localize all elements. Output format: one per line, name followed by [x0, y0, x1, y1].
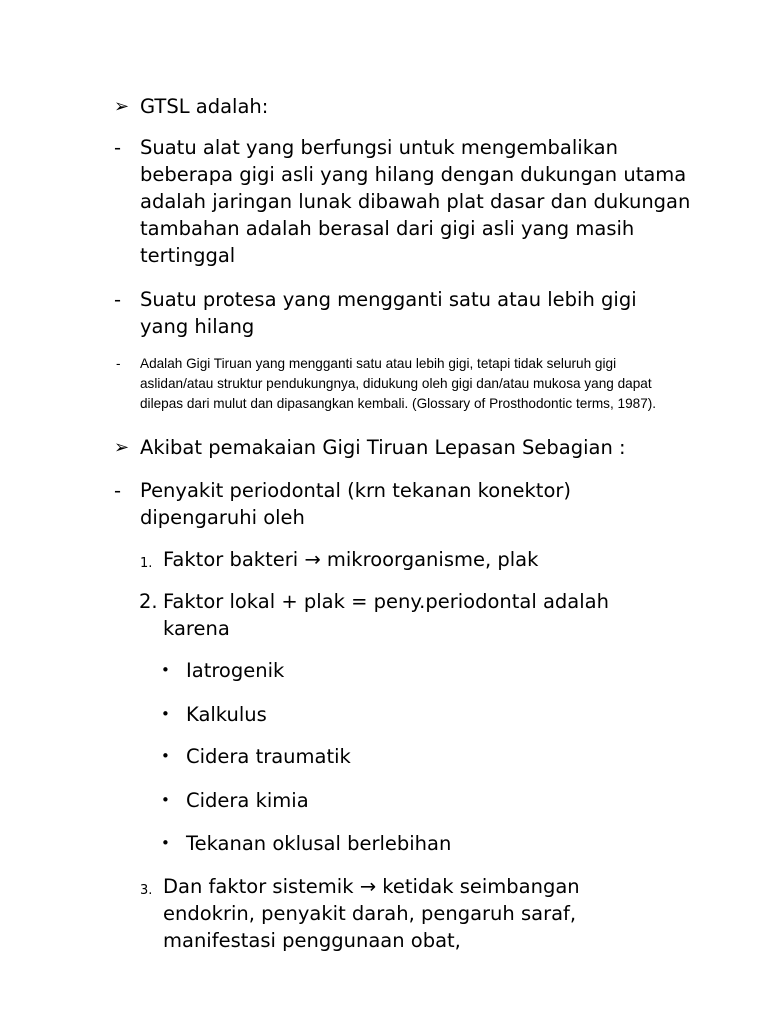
- dash-marker: -: [114, 288, 122, 311]
- bullet-dot-icon: •: [161, 747, 170, 765]
- bullet-text: Kalkulus: [186, 703, 267, 726]
- list-item-text: Suatu alat yang berfungsi untuk mengembalikan beberapa gigi asli yang hilang dengan dukungan utama adalah jaringan lunak dibawah plat dasar dan dukungan tambahan adalah berasal dari gigi asli yang masih tertinggal: [140, 136, 691, 267]
- list-item-text: Suatu protesa yang mengganti satu atau lebih gigi yang hilang: [140, 288, 637, 338]
- arrow-bullet-icon: ➢: [114, 96, 130, 117]
- item-number: 1.: [140, 556, 153, 571]
- arrow-bullet-icon: ➢: [114, 437, 130, 458]
- dash-marker: -: [114, 479, 122, 502]
- dash-marker: -: [114, 136, 122, 159]
- bullet-dot-icon: •: [161, 791, 170, 809]
- bullet-text: Tekanan oklusal berlebihan: [186, 832, 452, 855]
- item-number: 3.: [140, 883, 153, 898]
- heading-text: GTSL adalah:: [140, 95, 269, 118]
- bullet-text: Cidera traumatik: [186, 745, 351, 768]
- bullet-dot-icon: •: [161, 834, 170, 852]
- definition-text: Adalah Gigi Tiruan yang mengganti satu atau lebih gigi, tetapi tidak seluruh gigi aslidan/atau struktur pendukungnya, didukung oleh gigi dan/atau mukosa yang dapat dilepas dari mulut dan dipasangkan kembali. (Glossary of Prosthodontic terms, 1987).: [140, 356, 657, 411]
- item-number: 2.: [139, 590, 158, 613]
- list-item-text: Penyakit periodontal (krn tekanan konektor) dipengaruhi oleh: [140, 479, 571, 529]
- numbered-item-text: Faktor lokal + plak = peny.periodontal adalah karena: [163, 590, 609, 640]
- bullet-text: Iatrogenik: [186, 659, 285, 682]
- heading-text: Akibat pemakaian Gigi Tiruan Lepasan Sebagian :: [140, 436, 626, 459]
- numbered-item-text: Faktor bakteri → mikroorganisme, plak: [163, 548, 539, 571]
- bullet-dot-icon: •: [161, 705, 170, 723]
- dash-marker: -: [116, 356, 121, 371]
- numbered-item-text: Dan faktor sistemik → ketidak seimbangan endokrin, penyakit darah, pengaruh saraf, manifestasi penggunaan obat,: [163, 875, 580, 952]
- bullet-dot-icon: •: [161, 661, 170, 679]
- bullet-text: Cidera kimia: [186, 789, 309, 812]
